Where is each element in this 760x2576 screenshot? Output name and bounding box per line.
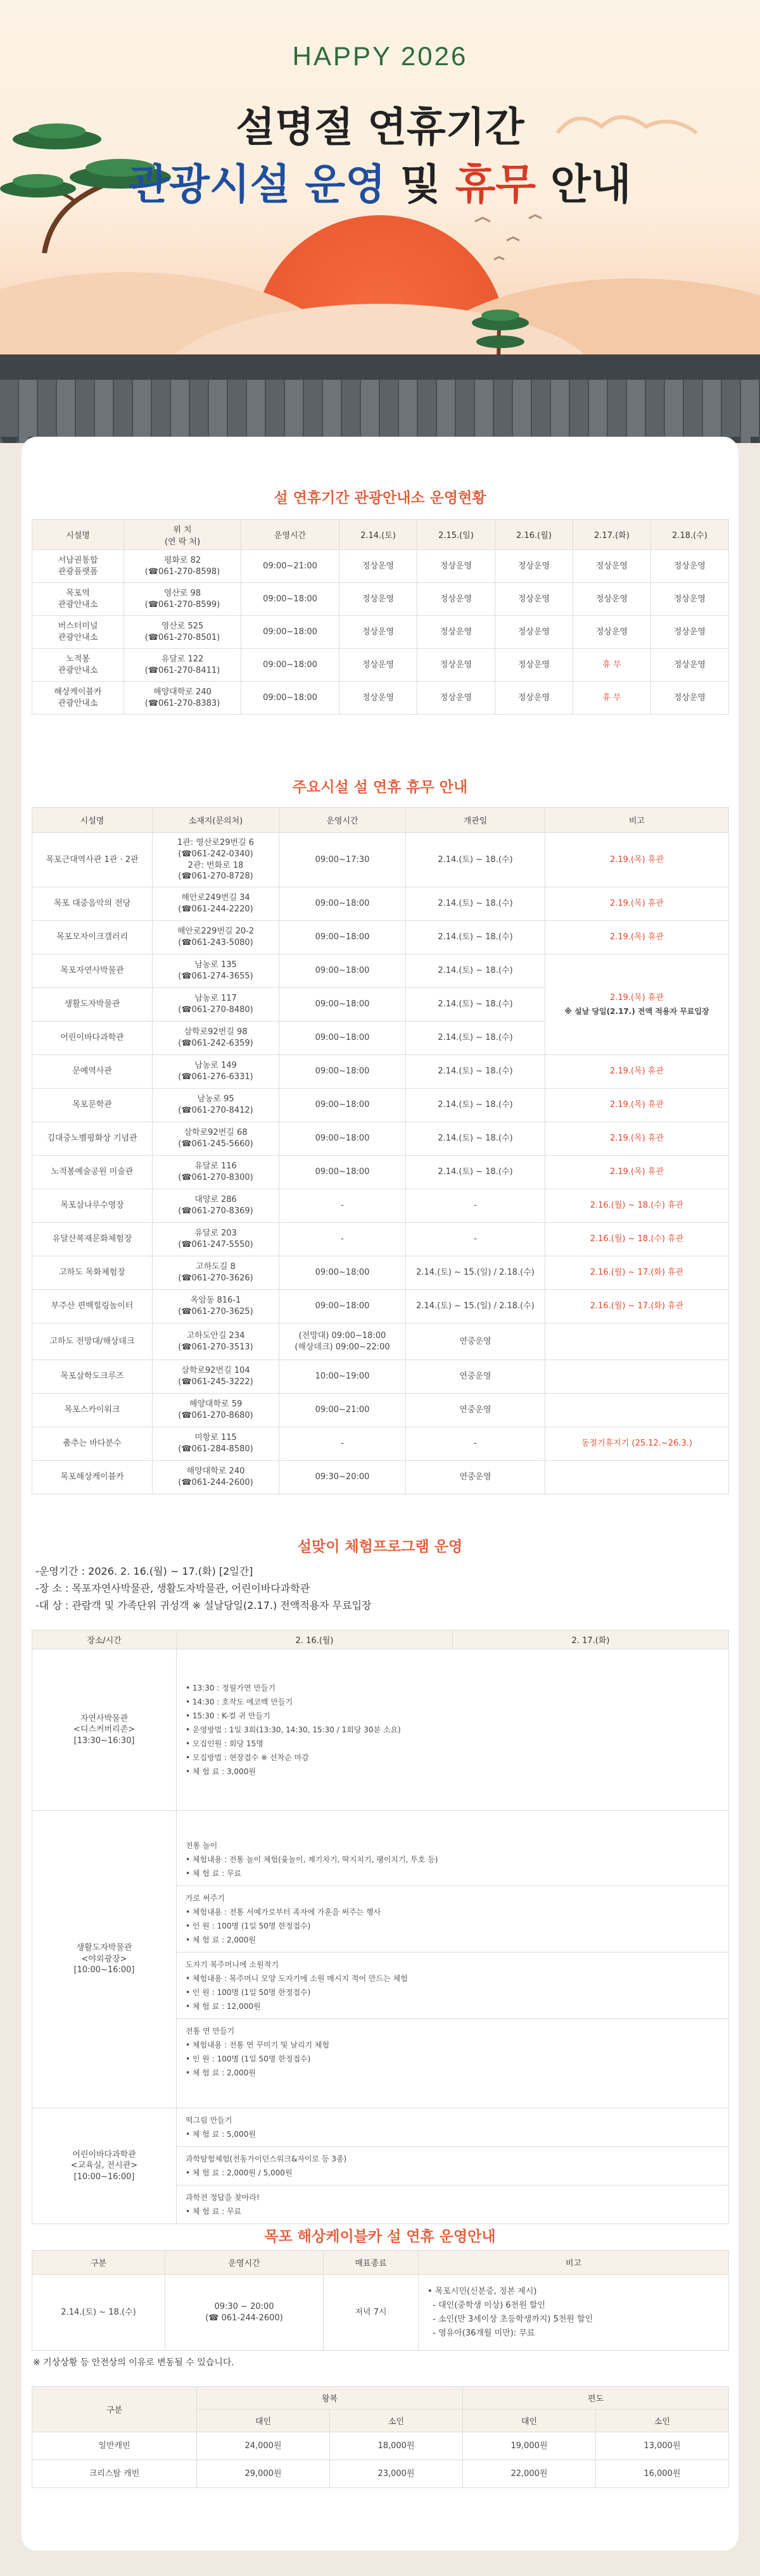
info-table-header-0: 시설명 — [32, 520, 124, 550]
info-center-status: 정상운영 — [339, 616, 417, 649]
table-row — [32, 1089, 729, 1122]
info-center-hours: 09:00~18:00 — [241, 616, 339, 649]
ceramics-program-block — [177, 1886, 728, 1953]
table-row — [32, 2460, 729, 2488]
cablecar-header-category: 구분 — [32, 2251, 165, 2275]
ceramics-program-block — [177, 1953, 728, 2019]
hero-banner — [0, 0, 760, 443]
ceramics-program-block-line: • 체 험 료 : 2,000원 — [186, 1935, 256, 1944]
facility-note: 2.19.(목) 휴관 — [545, 1089, 729, 1122]
info-center-status: 정상운영 — [417, 550, 495, 583]
facility-name: 목포삼나루수영장 — [32, 1189, 153, 1223]
facility-hours: 09:30~20:00 — [279, 1461, 406, 1494]
facility-note — [545, 1323, 729, 1360]
facility-hours: 09:00~18:00 — [279, 1122, 406, 1156]
info-center-name: 목포역 관광안내소 — [32, 583, 124, 616]
info-center-hours: 09:00~18:00 — [241, 583, 339, 616]
table-row — [32, 1394, 729, 1427]
cablecar-price-table — [32, 2386, 729, 2488]
cablecar-table — [32, 2250, 729, 2351]
facility-name: 고하도 전망대/해상데크 — [32, 1323, 153, 1360]
price-header-category: 구분 — [32, 2387, 197, 2432]
facility-note: 2.19.(목) 휴관 — [545, 1156, 729, 1189]
ceramics-program-block-line: • 체 험 료 : 12,000원 — [186, 2002, 261, 2011]
facility-table-header-4: 비고 — [545, 808, 729, 833]
facility-open-days: 2.14.(토) ~ 15.(일) / 2.18.(수) — [406, 1290, 545, 1323]
program-period: -운영기간 : 2026. 2. 16.(월) ~ 17.(화) [2일간] — [35, 1565, 253, 1577]
ceramics-program-block — [177, 2019, 728, 2085]
program-header-day2: 2. 17.(화) — [453, 1630, 729, 1649]
facility-open-days: 2.14.(토) ~ 18.(수) — [406, 954, 545, 988]
facility-name: 생활도자박물관 — [32, 988, 153, 1022]
facility-location: 해안로229번길 20-2 (☎061-243-5080) — [153, 921, 279, 954]
price-value: 29,000원 — [197, 2460, 330, 2488]
info-center-status: 정상운영 — [495, 616, 573, 649]
facility-note: 2.16.(월) ~ 17.(화) 휴관 — [545, 1290, 729, 1323]
cablecar-ticket-end: 저녁 7시 — [324, 2275, 419, 2351]
science-program-block — [177, 2185, 728, 2223]
section2-title: 주요시설 설 연휴 휴무 안내 — [292, 779, 468, 796]
price-value: 16,000원 — [596, 2460, 729, 2488]
info-table-header-2: 운영시간 — [241, 520, 339, 550]
table-row — [32, 583, 729, 616]
facility-open-days: 2.14.(토) ~ 18.(수) — [406, 833, 545, 887]
price-value: 24,000원 — [197, 2432, 330, 2460]
facility-hours: 09:00~18:00 — [279, 1156, 406, 1189]
science-program-block-line: • 체 험 료 : 무료 — [186, 2207, 242, 2216]
table-row — [32, 1122, 729, 1156]
info-center-status: 휴 무 — [573, 682, 651, 715]
facility-open-days: 2.14.(토) ~ 18.(수) — [406, 1122, 545, 1156]
facility-note-free-entry: ※ 설날 당일(2.17.) 전액 적용자 무료입장 — [564, 1006, 709, 1016]
facility-location: 삼학로92번길 98 (☎061-242-6359) — [153, 1022, 279, 1055]
program-item: • 13:30 : 정월가면 만들기 — [186, 1684, 276, 1692]
title-part-notice: 안내 — [550, 160, 631, 209]
table-row — [32, 921, 729, 954]
facility-open-days: - — [406, 1189, 545, 1223]
title-part-closure: 휴무 — [455, 160, 536, 209]
facility-name: 목포자연사박물관 — [32, 954, 153, 988]
info-center-location: 해양대학로 240 (☎061-270-8383) — [124, 682, 241, 715]
science-program-block-title: 과학탐험체험(전동가이던스워크&자이로 등 3종) — [186, 2154, 347, 2163]
facility-hours: 09:00~18:00 — [279, 1290, 406, 1323]
info-center-status: 정상운영 — [651, 649, 729, 682]
birds-icon — [469, 209, 557, 266]
ceramics-program-block-line: • 인 원 : 100명 (1일 50명 한정접수) — [186, 2054, 311, 2063]
program-header-day1: 2. 16.(월) — [177, 1630, 453, 1649]
program-header-place: 장소/시간 — [32, 1630, 177, 1649]
ceramics-program-block-title: 도자기 복주머니에 소원적기 — [186, 1960, 279, 1969]
facility-open-days: 연중운영 — [406, 1461, 545, 1494]
cablecar-header-hours: 운영시간 — [165, 2251, 324, 2275]
facility-location: 남농로 135 (☎061-274-3655) — [153, 954, 279, 988]
facility-location: 삼학로92번길 68 (☎061-245-5660) — [153, 1122, 279, 1156]
facility-table-header-0: 시설명 — [32, 808, 153, 833]
ceramics-program-block-line: • 체 험 료 : 무료 — [186, 1869, 242, 1878]
facility-open-days: 2.14.(토) ~ 18.(수) — [406, 1022, 545, 1055]
facility-note: 2.19.(목) 휴관 — [545, 921, 729, 954]
ceramics-program-block-line: • 체험내용 : 전통 놀이 체험(윷놀이, 제기차기, 딱지치기, 팽이치기, 투호 등) — [186, 1855, 438, 1864]
table-row — [32, 1360, 729, 1394]
section3-title: 설맞이 체험프로그램 운영 — [297, 1539, 463, 1555]
info-center-status: 정상운영 — [339, 682, 417, 715]
facility-hours: - — [279, 1189, 406, 1223]
facility-note: 2.19.(목) 휴관 — [545, 833, 729, 887]
info-center-status: 정상운영 — [495, 649, 573, 682]
table-row — [32, 1223, 729, 1256]
weather-note: ※ 기상상황 등 안전상의 이유로 변동될 수 있습니다. — [33, 2358, 234, 2368]
program-table — [32, 1630, 729, 2224]
facility-open-days: 2.14.(토) ~ 18.(수) — [406, 988, 545, 1022]
table-row — [32, 1290, 729, 1323]
ceramics-program-block-line: • 체험내용 : 복주머니 모양 도자기에 소원 메시지 적어 만드는 체험 — [186, 1974, 408, 1983]
facility-note: 2.16.(월) ~ 17.(화) 휴관 — [545, 1256, 729, 1290]
facility-name: 목포해상케이블카 — [32, 1461, 153, 1494]
table-row — [32, 616, 729, 649]
cablecar-note-line: • 목포시민(신분증, 정본 제시) — [428, 2286, 537, 2296]
facility-open-days: 연중운영 — [406, 1394, 545, 1427]
section1-title: 설 연휴기간 관광안내소 운영현황 — [274, 490, 486, 506]
facility-open-days: 2.14.(토) ~ 18.(수) — [406, 1089, 545, 1122]
table-row — [32, 1156, 729, 1189]
facility-name: 문예역사관 — [32, 1055, 153, 1089]
title-part-operation: 관광시설 운영 — [129, 160, 386, 209]
info-center-status: 정상운영 — [339, 550, 417, 583]
cablecar-note-line: - 영유아(36개월 미만): 무료 — [428, 2328, 535, 2338]
info-center-status: 휴 무 — [573, 649, 651, 682]
program-list-natural-history — [177, 1649, 729, 1811]
facility-hours: - — [279, 1427, 406, 1461]
facility-location: 남농로 149 (☎061-276-6331) — [153, 1055, 279, 1089]
facility-hours: 09:00~17:30 — [279, 833, 406, 887]
info-center-location: 평화로 82 (☎061-270-8598) — [124, 550, 241, 583]
ceramics-program-block-line: • 체험내용 : 전통 서예가로부터 족자에 가훈을 써주는 행사 — [186, 1908, 381, 1916]
facility-name: 어린이바다과학관 — [32, 1022, 153, 1055]
table-row — [32, 833, 729, 887]
facility-open-days: 연중운영 — [406, 1360, 545, 1394]
program-list-ceramics — [177, 1811, 729, 2108]
facility-hours: 09:00~18:00 — [279, 1089, 406, 1122]
table-row — [32, 1189, 729, 1223]
cablecar-note-line: - 대인(중학생 이상) 6천원 할인 — [428, 2300, 546, 2310]
ceramics-program-block-line: • 체 험 료 : 2,000원 — [186, 2068, 256, 2077]
facility-location: 유달로 116 (☎061-270-8300) — [153, 1156, 279, 1189]
science-program-block-line: • 체 험 료 : 5,000원 — [186, 2130, 256, 2139]
price-value: 22,000원 — [463, 2460, 596, 2488]
facility-name: 목포스카이워크 — [32, 1394, 153, 1427]
facility-open-days: - — [406, 1223, 545, 1256]
info-center-status: 정상운영 — [495, 682, 573, 715]
cablecar-notes — [419, 2275, 729, 2351]
facility-hours: (전망대) 09:00~18:00 (해상데크) 09:00~22:00 — [279, 1323, 406, 1360]
section4-title: 목포 해상케이블카 설 연휴 운영안내 — [264, 2229, 496, 2245]
program-item: • 운영방법 : 1일 3회(13:30, 14:30, 15:30 / 1회당 30분 소요) — [186, 1725, 401, 1734]
facility-open-days: - — [406, 1427, 545, 1461]
info-table-header-7: 2.18.(수) — [651, 520, 729, 550]
facility-hours: 09:00~18:00 — [279, 1256, 406, 1290]
table-row — [32, 887, 729, 921]
title-part-and: 및 — [400, 160, 441, 209]
facility-location: 미항로 115 (☎061-284-8580) — [153, 1427, 279, 1461]
page-title-line2 — [0, 151, 760, 211]
ceramics-program-block-line: • 체험내용 : 전통 연 꾸미기 및 날리기 체험 — [186, 2041, 330, 2049]
info-center-name: 버스터미널 관광안내소 — [32, 616, 124, 649]
info-center-name: 서남권통합 관광플랫폼 — [32, 550, 124, 583]
cablecar-note-line: - 소인(만 3세이상 초등학생까지) 5천원 할인 — [428, 2314, 593, 2324]
ceramics-program-block-title: 전통 놀이 — [186, 1841, 218, 1850]
info-center-status: 정상운영 — [417, 682, 495, 715]
price-value: 18,000원 — [330, 2432, 463, 2460]
ceramics-program-block-line: • 인 원 : 100명 (1일 50명 한정접수) — [186, 1988, 311, 1997]
info-table-header-4: 2.15.(일) — [417, 520, 495, 550]
facility-name: 목포모자이크갤러리 — [32, 921, 153, 954]
facility-note — [545, 1461, 729, 1494]
info-center-status: 정상운영 — [417, 616, 495, 649]
price-row-label: 일반캐빈 — [32, 2432, 197, 2460]
facility-note-merged — [545, 954, 729, 1055]
cablecar-header-notes: 비고 — [419, 2251, 729, 2275]
info-center-status: 정상운영 — [339, 649, 417, 682]
info-center-location: 영산로 98 (☎061-270-8599) — [124, 583, 241, 616]
program-place-ceramics: 생활도자박물관 <야외광장> [10:00~16:00] — [32, 1811, 177, 2108]
facility-table-header-1: 소재지(문의처) — [153, 808, 279, 833]
facility-location: 해안로249번길 34 (☎061-244-2220) — [153, 887, 279, 921]
facility-hours: 09:00~18:00 — [279, 1022, 406, 1055]
info-center-status: 정상운영 — [495, 583, 573, 616]
info-center-status: 정상운영 — [573, 616, 651, 649]
table-row — [32, 1427, 729, 1461]
program-item: • 모집방법 : 현장접수 ※ 선착순 마감 — [186, 1753, 309, 1762]
info-center-location: 영산로 525 (☎061-270-8501) — [124, 616, 241, 649]
facility-location: 해양대학로 240 (☎061-244-2600) — [153, 1461, 279, 1494]
price-value: 23,000원 — [330, 2460, 463, 2488]
info-table-header-3: 2.14.(토) — [339, 520, 417, 550]
facility-location: 해양대학로 59 (☎061-270-8680) — [153, 1394, 279, 1427]
info-center-status: 정상운영 — [651, 616, 729, 649]
facility-name: 춤추는 바다분수 — [32, 1427, 153, 1461]
facility-note: 2.19.(목) 휴관 — [545, 887, 729, 921]
facility-name: 목포근대역사관 1관 · 2관 — [32, 833, 153, 887]
price-header-oneway: 편도 — [463, 2387, 729, 2410]
ceramics-program-block-title: 가로 써주기 — [186, 1894, 225, 1903]
program-item: • 14:30 : 호작도 에코백 만들기 — [186, 1698, 293, 1706]
info-center-status: 정상운영 — [417, 583, 495, 616]
facility-name: 유달산복재문화체험장 — [32, 1223, 153, 1256]
cablecar-period: 2.14.(토) ~ 18.(수) — [32, 2275, 165, 2351]
science-program-block — [177, 2147, 728, 2185]
table-row — [32, 1461, 729, 1494]
price-sub-child-oneway: 소인 — [596, 2410, 729, 2432]
facility-name: 김대중노벨평화상 기념관 — [32, 1122, 153, 1156]
program-list-kids-science — [177, 2108, 729, 2224]
science-program-block — [177, 2108, 728, 2147]
facility-location: 옥암동 816-1 (☎061-270-3625) — [153, 1290, 279, 1323]
facility-hours: 09:00~18:00 — [279, 954, 406, 988]
facility-note: 2.19.(목) 휴관 — [545, 1055, 729, 1089]
facility-location: 삼학로92번길 104 (☎061-245-3222) — [153, 1360, 279, 1394]
info-center-status: 정상운영 — [651, 583, 729, 616]
table-row — [32, 649, 729, 682]
table-row — [32, 682, 729, 715]
info-center-table — [32, 519, 729, 715]
facility-note-closure: 2.19.(목) 휴관 — [609, 993, 664, 1003]
facility-note — [545, 1360, 729, 1394]
facility-location: 남농로 95 (☎061-270-8412) — [153, 1089, 279, 1122]
ceramics-program-block-title: 전통 연 만들기 — [186, 2027, 235, 2035]
facility-hours: 09:00~18:00 — [279, 921, 406, 954]
facility-hours: 09:00~18:00 — [279, 988, 406, 1022]
facility-location: 1관: 영산로29번길 6 (☎061-242-0340) 2관: 번화로 18 (☎061-270-8728) — [153, 833, 279, 887]
facility-table-header-3: 개관일 — [406, 808, 545, 833]
table-row — [32, 1323, 729, 1360]
info-center-status: 정상운영 — [573, 583, 651, 616]
facility-hours: 09:00~18:00 — [279, 1055, 406, 1089]
facility-name: 목포 대중음악의 전당 — [32, 887, 153, 921]
program-place-kids-science: 어린이바다과학관 <교육실, 전시관> [10:00~16:00] — [32, 2108, 177, 2224]
table-row — [32, 1055, 729, 1089]
program-place-natural-history: 자연사박물관 <디스커버리존> [13:30~16:30] — [32, 1649, 177, 1811]
facility-name: 고하도 목화체험장 — [32, 1256, 153, 1290]
ceramics-program-block — [177, 1834, 728, 1886]
price-value: 19,000원 — [463, 2432, 596, 2460]
science-program-block-line: • 체 험 료 : 2,000원 / 5,000원 — [186, 2168, 293, 2177]
info-center-hours: 09:00~18:00 — [241, 649, 339, 682]
price-sub-adult-oneway: 대인 — [463, 2410, 596, 2432]
facility-open-days: 연중운영 — [406, 1323, 545, 1360]
facility-hours: - — [279, 1223, 406, 1256]
info-center-status: 정상운영 — [495, 550, 573, 583]
info-center-status: 정상운영 — [339, 583, 417, 616]
facility-name: 목포문학관 — [32, 1089, 153, 1122]
info-center-location: 유달로 122 (☎061-270-8411) — [124, 649, 241, 682]
program-place: -장 소 : 목포자연사박물관, 생활도자박물관, 어린이바다과학관 — [35, 1582, 310, 1594]
facility-location: 남농로 117 (☎061-270-8480) — [153, 988, 279, 1022]
facility-open-days: 2.14.(토) ~ 18.(수) — [406, 921, 545, 954]
info-center-hours: 09:00~21:00 — [241, 550, 339, 583]
info-center-status: 정상운영 — [651, 682, 729, 715]
page-title-line1: 설명절 연휴기간 — [236, 104, 524, 151]
price-row-label: 크리스탈 캐빈 — [32, 2460, 197, 2488]
facility-note: 동절기휴지기 (25.12.~26.3.) — [545, 1427, 729, 1461]
info-center-status: 정상운영 — [651, 550, 729, 583]
info-center-status: 정상운영 — [417, 649, 495, 682]
facility-hours: 10:00~19:00 — [279, 1360, 406, 1394]
table-row — [32, 1256, 729, 1290]
info-center-name: 노적봉 관광안내소 — [32, 649, 124, 682]
ceramics-program-block-line: • 인 원 : 100명 (1일 50명 한정접수) — [186, 1922, 311, 1930]
info-table-header-5: 2.16.(월) — [495, 520, 573, 550]
facility-note: 2.19.(목) 휴관 — [545, 1122, 729, 1156]
info-table-header-1: 위 치 (연 락 처) — [124, 520, 241, 550]
table-row — [32, 550, 729, 583]
info-center-status: 정상운영 — [573, 550, 651, 583]
price-header-roundtrip: 왕복 — [197, 2387, 463, 2410]
science-program-block-title: 떡그림 만들기 — [186, 2116, 232, 2125]
cablecar-hours: 09:30 ~ 20:00 (☎ 061-244-2600) — [165, 2275, 324, 2351]
info-center-hours: 09:00~18:00 — [241, 682, 339, 715]
science-program-block-title: 과학전 정답을 찾아라! — [186, 2193, 260, 2202]
table-row — [32, 2432, 729, 2460]
facility-open-days: 2.14.(토) ~ 18.(수) — [406, 1055, 545, 1089]
facility-hours: 09:00~18:00 — [279, 887, 406, 921]
price-value: 13,000원 — [596, 2432, 729, 2460]
program-item: • 15:30 : K-컬 귀 만들기 — [186, 1711, 270, 1720]
facility-note: 2.16.(월) ~ 18.(수) 휴관 — [545, 1223, 729, 1256]
facility-table-header-2: 운영시간 — [279, 808, 406, 833]
facility-hours: 09:00~21:00 — [279, 1394, 406, 1427]
happy-new-year-text: HAPPY 2026 — [292, 41, 468, 71]
facility-location: 고하도길 8 (☎061-270-3626) — [153, 1256, 279, 1290]
facility-location: 고하도안길 234 (☎061-270-3513) — [153, 1323, 279, 1360]
table-row — [32, 954, 729, 988]
facility-open-days: 2.14.(토) ~ 18.(수) — [406, 887, 545, 921]
hanok-roof-illustration — [0, 329, 760, 443]
facility-name: 부주산 편백힐링놀이터 — [32, 1290, 153, 1323]
facility-name: 목포삼학도크루즈 — [32, 1360, 153, 1394]
info-center-name: 해상케이블카 관광안내소 — [32, 682, 124, 715]
cablecar-header-ticket-end: 매표종료 — [324, 2251, 419, 2275]
facility-note — [545, 1394, 729, 1427]
program-item: • 모집인원 : 회당 15명 — [186, 1739, 263, 1748]
facility-location: 유달로 203 (☎061-247-5550) — [153, 1223, 279, 1256]
facility-location: 대양로 286 (☎061-270-8369) — [153, 1189, 279, 1223]
facility-closure-table — [32, 807, 729, 1494]
facility-name: 노적봉예술공원 미술관 — [32, 1156, 153, 1189]
facility-open-days: 2.14.(토) ~ 18.(수) — [406, 1156, 545, 1189]
price-sub-adult-roundtrip: 대인 — [197, 2410, 330, 2432]
program-item: • 체 험 료 : 3,000원 — [186, 1767, 256, 1776]
program-target: -대 상 : 관람객 및 가족단위 귀성객 ※ 설날당일(2.17.) 전액적용자 무료입장 — [35, 1599, 372, 1611]
facility-note: 2.16.(월) ~ 18.(수) 휴관 — [545, 1189, 729, 1223]
price-sub-child-roundtrip: 소인 — [330, 2410, 463, 2432]
facility-open-days: 2.14.(토) ~ 15.(일) / 2.18.(수) — [406, 1256, 545, 1290]
info-table-header-6: 2.17.(화) — [573, 520, 651, 550]
